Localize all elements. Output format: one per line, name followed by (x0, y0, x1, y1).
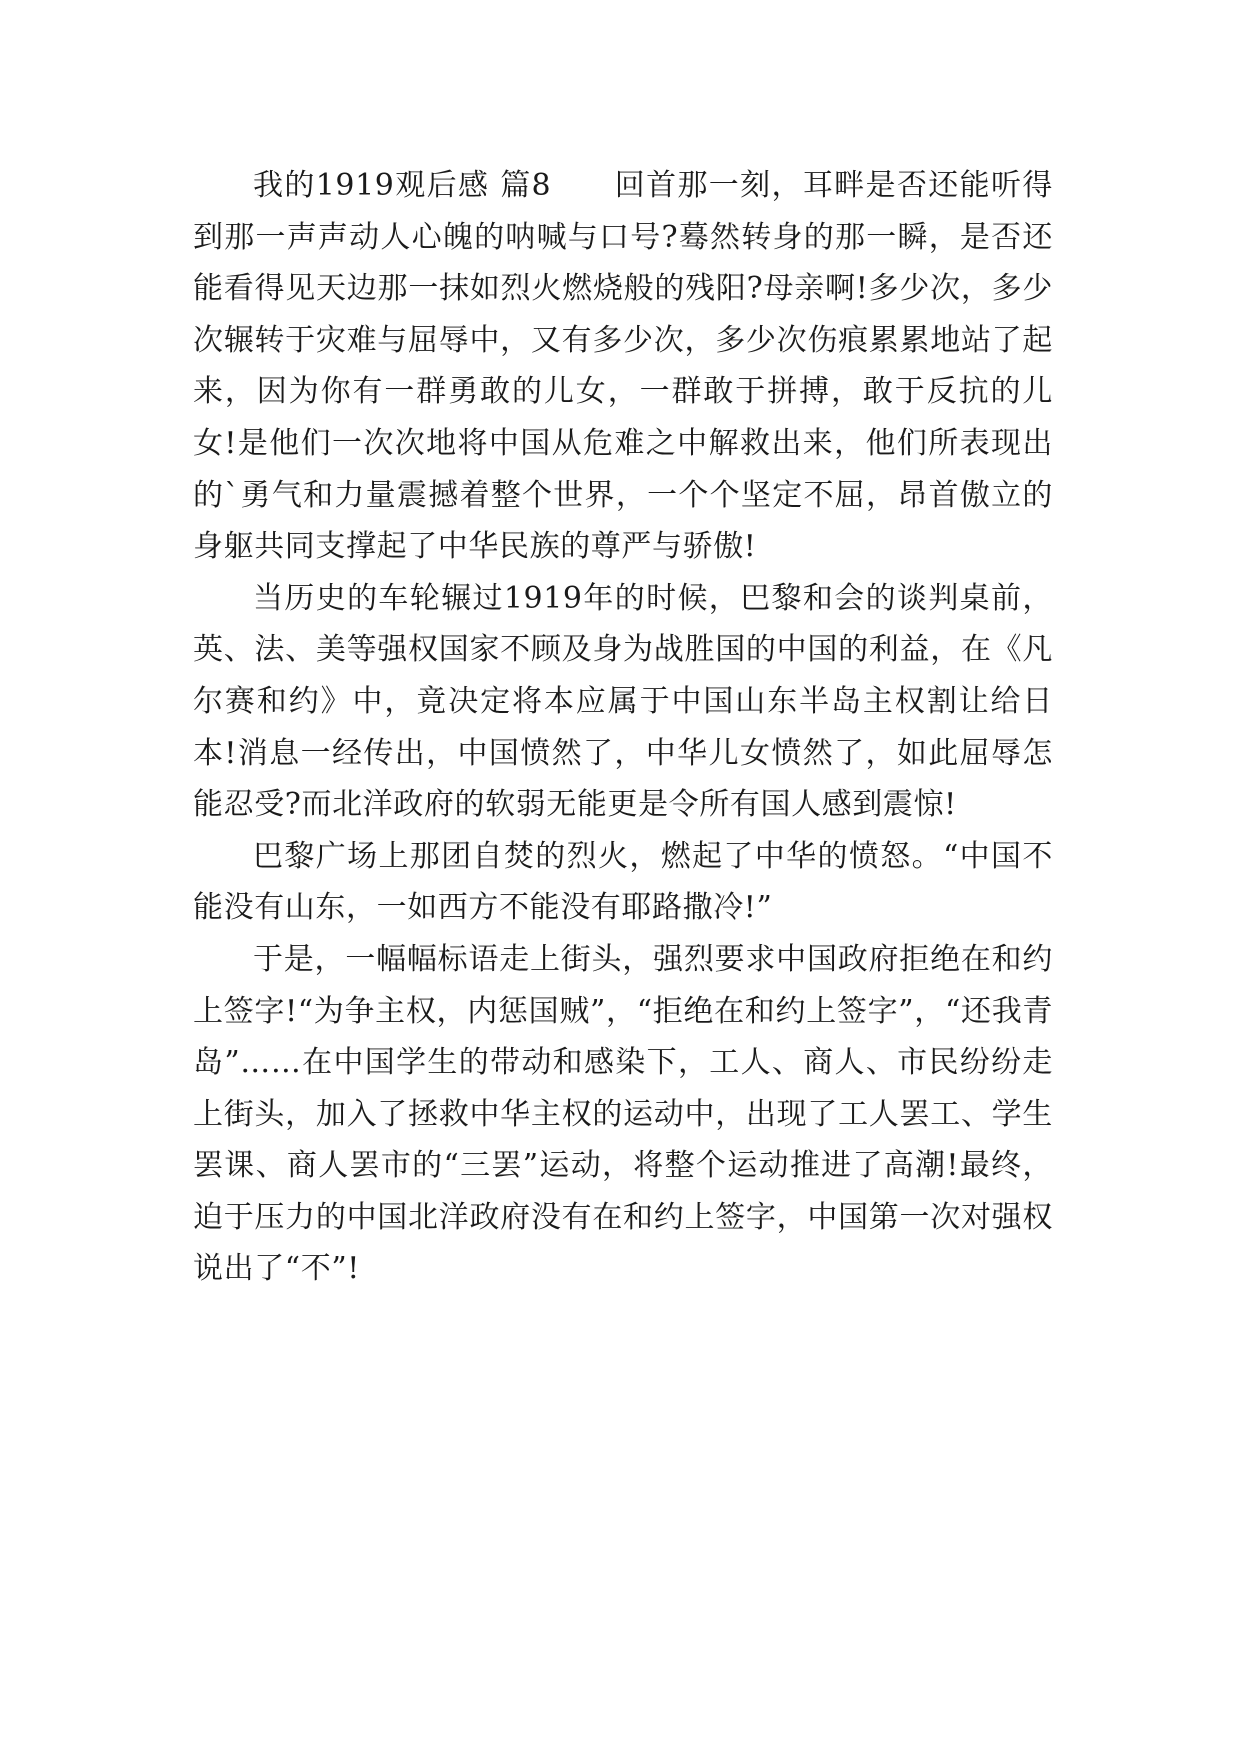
paragraph-3: 巴黎广场上那团自焚的烈火，燃起了中华的愤怒。“中国不能没有山东，一如西方不能没有耶路撒冷!” (193, 838, 1053, 926)
paragraph-2: 当历史的车轮辗过1919年的时候，巴黎和会的谈判桌前，英、法、美等强权国家不顾及身为战胜国的中国的利益，在《凡尔赛和约》中，竟决定将本应属于中国山东半岛主权割让给日本!消息一经传出，中国愤然了，中华儿女愤然了，如此屈辱怎能忍受?而北洋政府的软弱无能更是令所有国人感到震惊! (193, 580, 1053, 823)
article-body (193, 160, 1053, 1295)
paragraph-4: 于是，一幅幅标语走上街头，强烈要求中国政府拒绝在和约上签字!“为争主权，内惩国贼”，“拒绝在和约上签字”，“还我青岛”……在中国学生的带动和感染下，工人、商人、市民纷纷走上街头，加入了拯救中华主权的运动中，出现了工人罢工、学生罢课、商人罢市的“三罢”运动，将整个运动推进了高潮!最终，迫于压力的中国北洋政府没有在和约上签字，中国第一次对强权说出了“不”! (193, 941, 1053, 1287)
paragraph-1: 我的1919观后感 篇8 回首那一刻，耳畔是否还能听得到那一声声动人心魄的呐喊与口号?蓦然转身的那一瞬，是否还能看得见天边那一抹如烈火燃烧般的残阳?母亲啊!多少次，多少次辗转于灾难与屈辱中，又有多少次，多少次伤痕累累地站了起来，因为你有一群勇敢的儿女，一群敢于拼搏，敢于反抗的儿女!是他们一次次地将中国从危难之中解救出来，他们所表现出的`勇气和力量震撼着整个世界，一个个坚定不屈，昂首傲立的身躯共同支撑起了中华民族的尊严与骄傲! (193, 168, 1053, 565)
